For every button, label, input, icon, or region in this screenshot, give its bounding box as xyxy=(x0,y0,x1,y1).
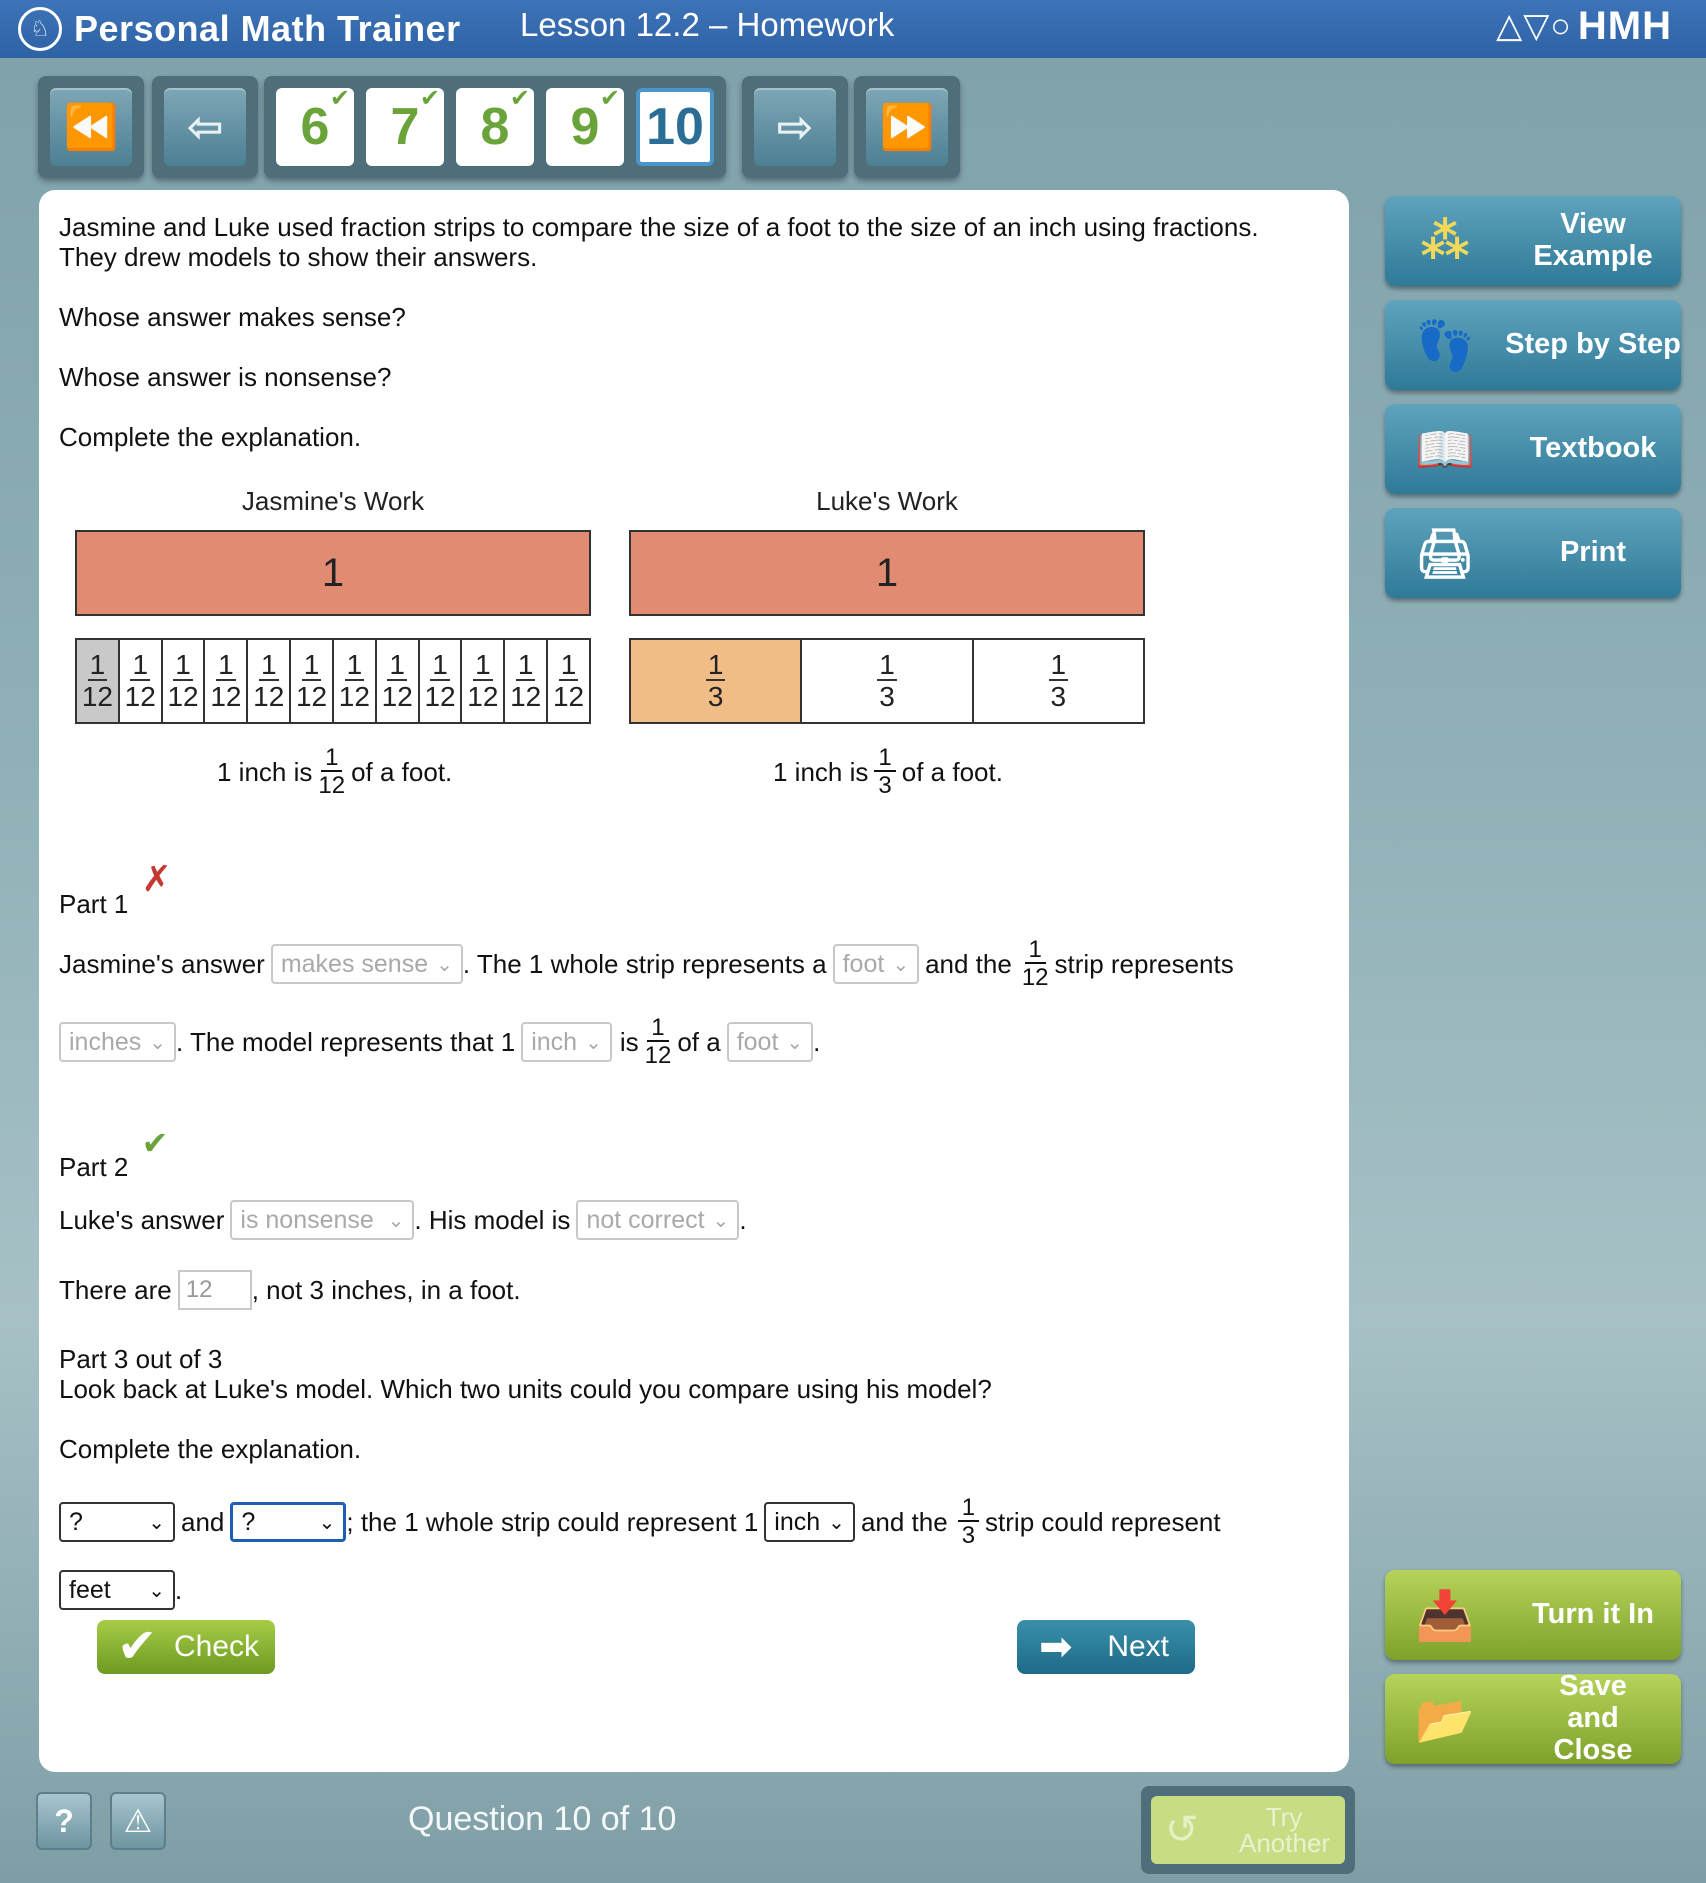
right-arrow-icon: ⇨ xyxy=(776,102,814,152)
part1-answer-select[interactable]: makes sense ⌄ xyxy=(271,944,463,984)
text: . His model is xyxy=(414,1204,571,1235)
example-icon: ⁂ xyxy=(1420,215,1470,268)
fraction: $\frac{1}{3}$ xyxy=(958,1496,979,1548)
last-question-button[interactable] xyxy=(866,88,948,166)
caption-text: of a foot. xyxy=(351,756,453,787)
text: and the xyxy=(860,1506,948,1537)
fraction: $\frac{1}{3}$ xyxy=(874,746,895,798)
twelfth-strip: 1 12 xyxy=(377,640,420,722)
double-left-arrow-icon: ⏪ xyxy=(63,103,119,152)
part-1-line-1 xyxy=(59,938,1234,990)
part1-large-unit-select[interactable]: foot ⌄ xyxy=(727,1022,813,1062)
twelfth-strip-shaded: 1 12 xyxy=(77,640,120,722)
left-arrow-icon: ⇦ xyxy=(186,102,224,152)
jasmine-work-title: Jasmine's Work xyxy=(241,486,425,516)
luke-work-title: Luke's Work xyxy=(816,486,958,516)
fraction: $\frac{1}{12}$ xyxy=(1021,936,1049,991)
twelfth-strip: 1 12 xyxy=(120,640,163,722)
twelfth-strip: 1 12 xyxy=(420,640,463,722)
part2-model-select[interactable]: not correct ⌄ xyxy=(576,1200,739,1240)
third-strip-highlighted: 1 3 xyxy=(631,640,802,722)
part1-small-unit-select[interactable]: inch ⌄ xyxy=(521,1022,612,1062)
question-number: 7 xyxy=(390,98,420,156)
part-3-line-2 xyxy=(59,1570,182,1610)
textbook-button[interactable] xyxy=(1385,404,1681,494)
view-example-label: View Example xyxy=(1533,208,1653,272)
intro-line-1: Jasmine and Luke used fraction strips to compare the size of a foot to the size of an inch using fractions. xyxy=(59,212,1259,242)
question-panel xyxy=(39,190,1349,1772)
part-2-line-2 xyxy=(59,1270,521,1310)
question-6-button[interactable] xyxy=(276,85,354,166)
next-question-button[interactable] xyxy=(754,88,836,166)
text: Jasmine's answer xyxy=(59,948,265,979)
help-button[interactable] xyxy=(36,1792,92,1850)
previous-question-button[interactable] xyxy=(164,88,246,166)
part-2-line-1 xyxy=(59,1200,747,1240)
part-3-line-1 xyxy=(59,1496,1221,1548)
third-strip-unit-select[interactable]: feet ⌄ xyxy=(59,1570,175,1610)
checkmark-icon: ✔ xyxy=(117,1620,158,1673)
hmh-mark-icon: △▽○ xyxy=(1496,7,1572,45)
nav-last-group xyxy=(854,76,960,178)
text: . The model represents that 1 xyxy=(176,1026,516,1057)
question-10-button[interactable] xyxy=(636,88,714,166)
fraction: $\frac{1}{12}$ xyxy=(644,1014,672,1069)
part1-part-unit-select[interactable]: inches ⌄ xyxy=(59,1022,176,1062)
lesson-title: Lesson 12.2 – Homework xyxy=(520,6,895,43)
question-counter: Question 10 of 10 xyxy=(408,1800,677,1838)
pmt-logo-icon: ♘ xyxy=(18,7,62,51)
question-number: 10 xyxy=(646,98,704,156)
turn-in-icon: 📥 xyxy=(1415,1589,1475,1643)
twelfth-strip: 1 12 xyxy=(291,640,334,722)
question-8-button[interactable] xyxy=(456,85,534,166)
question-3-text: Complete the explanation. xyxy=(59,422,362,452)
chevron-down-icon: ⌄ xyxy=(148,1511,165,1534)
next-label: Next xyxy=(1107,1630,1169,1663)
part-1-line-2 xyxy=(59,1016,820,1068)
textbook-label: Textbook xyxy=(1529,432,1657,465)
publisher-logo xyxy=(1496,0,1672,52)
luke-thirds-strip xyxy=(629,638,1145,724)
try-another-label: Try Another xyxy=(1239,1802,1331,1858)
save-close-button[interactable] xyxy=(1385,1670,1681,1766)
chevron-down-icon: ⌄ xyxy=(892,953,910,976)
text: Luke's answer xyxy=(59,1204,225,1235)
question-number-group xyxy=(264,76,726,178)
question-number: 8 xyxy=(480,98,510,156)
chevron-down-icon: ⌄ xyxy=(148,1579,165,1602)
correct-check-icon: ✔ xyxy=(141,1125,169,1161)
right-arrow-icon: ➡ xyxy=(1039,1625,1073,1669)
part-3-label: Part 3 out of 3 xyxy=(59,1344,223,1374)
question-mark-icon: ? xyxy=(54,1802,74,1839)
question-1-text: Whose answer makes sense? xyxy=(59,302,406,332)
turn-in-label: Turn it In xyxy=(1532,1598,1654,1631)
chevron-down-icon: ⌄ xyxy=(786,1031,804,1054)
nav-prev-group xyxy=(152,76,258,178)
question-7-button[interactable] xyxy=(366,85,444,166)
incorrect-x-icon: ✗ xyxy=(141,858,172,899)
part-label: Part 1 xyxy=(59,889,129,919)
check-icon: ✔ xyxy=(329,85,350,112)
part2-answer-select[interactable]: is nonsense ⌄ xyxy=(230,1200,414,1240)
luke-caption xyxy=(773,746,1003,798)
part-1-label xyxy=(59,858,172,922)
fraction: $\frac{1}{12}$ xyxy=(318,744,346,799)
text: is xyxy=(619,1026,639,1057)
undo-arrow-icon: ↺ xyxy=(1165,1808,1199,1852)
text: . xyxy=(813,1026,821,1057)
intro-line-2: They drew models to show their answers. xyxy=(59,242,538,272)
brand xyxy=(18,0,461,58)
unit-2-select[interactable]: ? ⌄ xyxy=(230,1502,346,1542)
view-example-button[interactable] xyxy=(1385,196,1681,286)
check-button[interactable] xyxy=(97,1620,275,1674)
third-strip: 1 3 xyxy=(974,640,1143,722)
warning-icon: ⚠ xyxy=(123,1803,153,1839)
report-problem-button[interactable] xyxy=(110,1792,166,1850)
text: . xyxy=(739,1204,747,1235)
text: , not 3 inches, in a foot. xyxy=(251,1274,521,1305)
chevron-down-icon: ⌄ xyxy=(436,953,453,976)
jasmine-caption xyxy=(217,746,452,798)
question-number: 6 xyxy=(300,98,330,156)
caption-text: of a foot. xyxy=(901,756,1003,787)
save-close-label: Save and Close xyxy=(1553,1670,1633,1766)
step-by-step-button[interactable] xyxy=(1385,300,1681,390)
third-strip: 1 3 xyxy=(802,640,973,722)
printer-icon: 🖨 xyxy=(1414,527,1476,581)
question-9-button[interactable] xyxy=(546,85,624,166)
double-right-arrow-icon: ⏩ xyxy=(879,103,935,152)
twelfth-strip: 1 12 xyxy=(205,640,248,722)
turn-in-button[interactable] xyxy=(1385,1570,1681,1660)
try-another-group xyxy=(1141,1786,1355,1874)
part-label: Part 2 xyxy=(59,1152,129,1182)
inches-input[interactable]: 12 xyxy=(178,1270,252,1310)
text: strip could represent xyxy=(985,1506,1221,1537)
twelfth-strip: 1 12 xyxy=(548,640,589,722)
caption-text: 1 inch is xyxy=(773,756,869,787)
print-label: Print xyxy=(1559,536,1627,569)
text: of a xyxy=(677,1026,721,1057)
first-question-button[interactable] xyxy=(50,88,132,166)
chevron-down-icon: ⌄ xyxy=(712,1209,730,1232)
check-icon: ✔ xyxy=(599,85,620,112)
part-2-label xyxy=(59,1125,169,1184)
book-icon: 📖 xyxy=(1415,423,1475,477)
chevron-down-icon: ⌄ xyxy=(318,1511,336,1534)
text: and xyxy=(181,1506,225,1537)
twelfth-strip: 1 12 xyxy=(163,640,206,722)
luke-whole-strip: 1 xyxy=(629,530,1145,616)
brand-title: Personal Math Trainer xyxy=(74,8,461,49)
check-label: Check xyxy=(173,1630,259,1663)
unit-1-select[interactable]: ? ⌄ xyxy=(59,1502,175,1542)
check-icon: ✔ xyxy=(509,85,530,112)
nav-first-group xyxy=(38,76,144,178)
try-another-button[interactable] xyxy=(1151,1796,1345,1864)
text: ; the 1 whole strip could represent 1 xyxy=(346,1506,759,1537)
twelfth-strip: 1 12 xyxy=(334,640,377,722)
text: There are xyxy=(59,1274,172,1305)
chevron-down-icon: ⌄ xyxy=(585,1031,602,1054)
part-3-prompt: Look back at Luke's model. Which two units could you compare using his model? xyxy=(59,1374,992,1404)
folder-save-icon: 📂 xyxy=(1415,1693,1475,1747)
top-bar xyxy=(0,0,1706,58)
text: strip represents xyxy=(1054,948,1234,979)
chevron-down-icon: ⌄ xyxy=(828,1511,845,1534)
text: and the xyxy=(925,948,1012,979)
nav-next-group xyxy=(742,76,848,178)
whole-strip-unit-select[interactable]: inch ⌄ xyxy=(764,1502,855,1542)
text: . xyxy=(175,1574,183,1605)
next-button[interactable] xyxy=(1017,1620,1195,1674)
twelfth-strip: 1 12 xyxy=(248,640,291,722)
question-number: 9 xyxy=(570,98,600,156)
publisher-name: HMH xyxy=(1577,3,1672,48)
print-button[interactable] xyxy=(1385,508,1681,598)
part1-whole-unit-select[interactable]: foot ⌄ xyxy=(833,944,919,984)
footsteps-icon: 👣 xyxy=(1415,319,1475,373)
question-2-text: Whose answer is nonsense? xyxy=(59,362,392,392)
jasmine-twelfths-strip xyxy=(75,638,591,724)
twelfth-strip: 1 12 xyxy=(462,640,505,722)
jasmine-whole-strip: 1 xyxy=(75,530,591,616)
caption-text: 1 inch is xyxy=(217,756,313,787)
chevron-down-icon: ⌄ xyxy=(149,1031,167,1054)
check-icon: ✔ xyxy=(419,85,440,112)
chevron-down-icon: ⌄ xyxy=(387,1209,405,1232)
text: . The 1 whole strip represents a xyxy=(462,948,827,979)
part-3-instruction: Complete the explanation. xyxy=(59,1434,362,1464)
step-by-step-label: Step by Step xyxy=(1505,328,1681,361)
twelfth-strip: 1 12 xyxy=(505,640,548,722)
